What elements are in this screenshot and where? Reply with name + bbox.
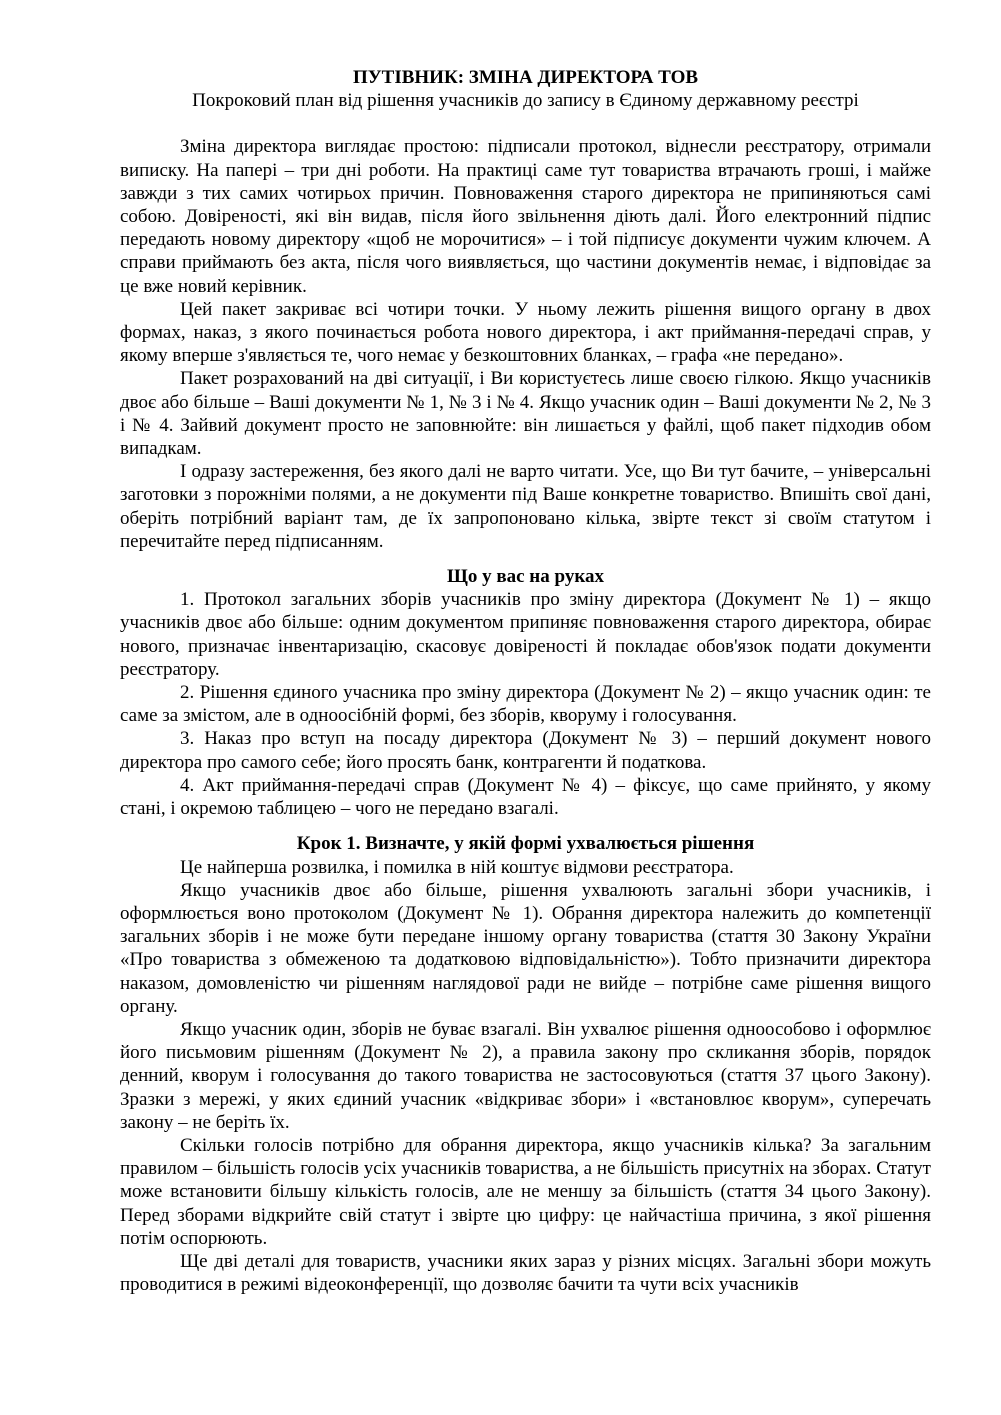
document-subtitle: Покроковий план від рішення учасників до запису в Єдиному державному реєстрі (192, 90, 859, 112)
intro-paragraph: І одразу застереження, без якого далі не варто читати. Усе, що Ви тут бачите, – універсальні заготовки з порожніми полями, а не документи під Ваше конкретне товариство. Впишіть свої дані, оберіть потрібний варіант там, де їх запропоновано кілька, звірте текст зі своїм статутом і перечитайте перед підписанням. (120, 461, 931, 552)
section-paragraph: Скільки голосів потрібно для обрання директора, якщо учасників кілька? За загальним правилом – більшість голосів усіх учасників товариства, а не більшість присутніх на зборах. Статут може встановити більшу кількість голосів, але не меншу за більшість (стаття 34 цього Закону). Перед зборами відкрийте свій статут і звірте цю цифру: це найчастіша причина, з якої рішення потім оспорюють. (120, 1134, 931, 1249)
section-heading: Що у вас на руках (447, 566, 604, 588)
spacer (120, 553, 931, 565)
document-list-item: 1. Протокол загальних зборів учасників про зміну директора (Документ № 1) – якщо учасників двоє або більше: одним документом припиняє повноваження старого директора, обирає нового, призначає інвентаризацію, скасовує довіреності й покладає обов'язок подати документи реєстратору. (120, 589, 931, 680)
document-title: ПУТІВНИК: ЗМІНА ДИРЕКТОРА ТОВ (352, 67, 699, 88)
intro-paragraph: Зміна директора виглядає простою: підписали протокол, віднесли реєстратору, отримали виписку. На папері – три дні роботи. На практиці саме тут товариства втрачають гроші, і майже завжди з тих самих чотирьох причин. Повноваження старого директора не припиняються самі собою. Довіреності, які він видав, після його звільнення діють далі. Його електронний підпис передають новому директору «щоб не морочитися» – і той підписує документи чужим ключем. А справи приймають без акта, після чого виявляється, що частини документів немає, і відповідає за це вже новий керівник. (120, 136, 931, 297)
section-paragraph: Якщо учасників двоє або більше, рішення ухвалюють загальні збори учасників, і оформлюється воно протоколом (Документ № 1). Обрання директора належить до компетенції загальних зборів і не може бути передане іншому органу товариства (стаття 30 Закону України «Про товариства з обмеженою та додатковою відповідальністю»). Тобто призначити директора наказом, домовленістю чи рішенням наглядової ради не вийде – потрібне саме рішення вищого органу. (120, 879, 931, 1017)
document-list-item: 4. Акт приймання-передачі справ (Документ № 4) – фіксує, що саме прийнято, у якому стані, і окремою таблицею – чого не передано взагалі. (120, 774, 931, 820)
document-list-item: 3. Наказ про вступ на посаду директора (Документ № 3) – перший документ нового директора про самого себе; його просять банк, контрагенти й податкова. (120, 728, 931, 773)
section-paragraph: Це найперша розвилка, і помилка в ній коштує відмови реєстратора. (180, 856, 734, 878)
intro-paragraph: Цей пакет закриває всі чотири точки. У ньому лежить рішення вищого органу в двох формах, наказ, з якого починається робота нового директора, і акт приймання-передачі справ, у якому вперше з'являється те, чого немає у безкоштовних бланках, – графа «не передано». (120, 298, 931, 367)
section-heading: Крок 1. Визначте, у якій формі ухвалюється рішення (296, 833, 755, 855)
spacer (120, 820, 931, 832)
section-paragraph: Ще дві деталі для товариств, учасники яких зараз у різних місцях. Загальні збори можуть проводитися в режимі відеоконференції, що дозволяє бачити та чути всіх учасників (120, 1250, 931, 1296)
document-list-item: 2. Рішення єдиного учасника про зміну директора (Документ № 2) – якщо учасник один: те саме за змістом, але в одноосібній формі, без зборів, кворуму і голосування. (120, 682, 931, 727)
intro-paragraph: Пакет розрахований на дві ситуації, і Ви користуєтесь лише своєю гілкою. Якщо учасників двоє або більше – Ваші документи № 1, № 3 і № 4. Якщо учасник один – Ваші документи № 2, № 3 і № 4. Зайвий документ просто не заповнюйте: він лишається у файлі, щоб пакет підходив обом випадкам. (120, 368, 931, 460)
document-page (120, 66, 931, 1296)
section-paragraph: Якщо учасник один, зборів не буває взагалі. Він ухвалює рішення одноособово і оформлює його письмовим рішенням (Документ № 2), а правила закону про скликання зборів, порядок денний, кворум і голосування до такого товариства не застосовуються (стаття 37 цього Закону). Зразки з мережі, у яких єдиний учасник «відкриває збори» і «встановлює кворум», суперечать закону – не беріть їх. (120, 1018, 931, 1133)
